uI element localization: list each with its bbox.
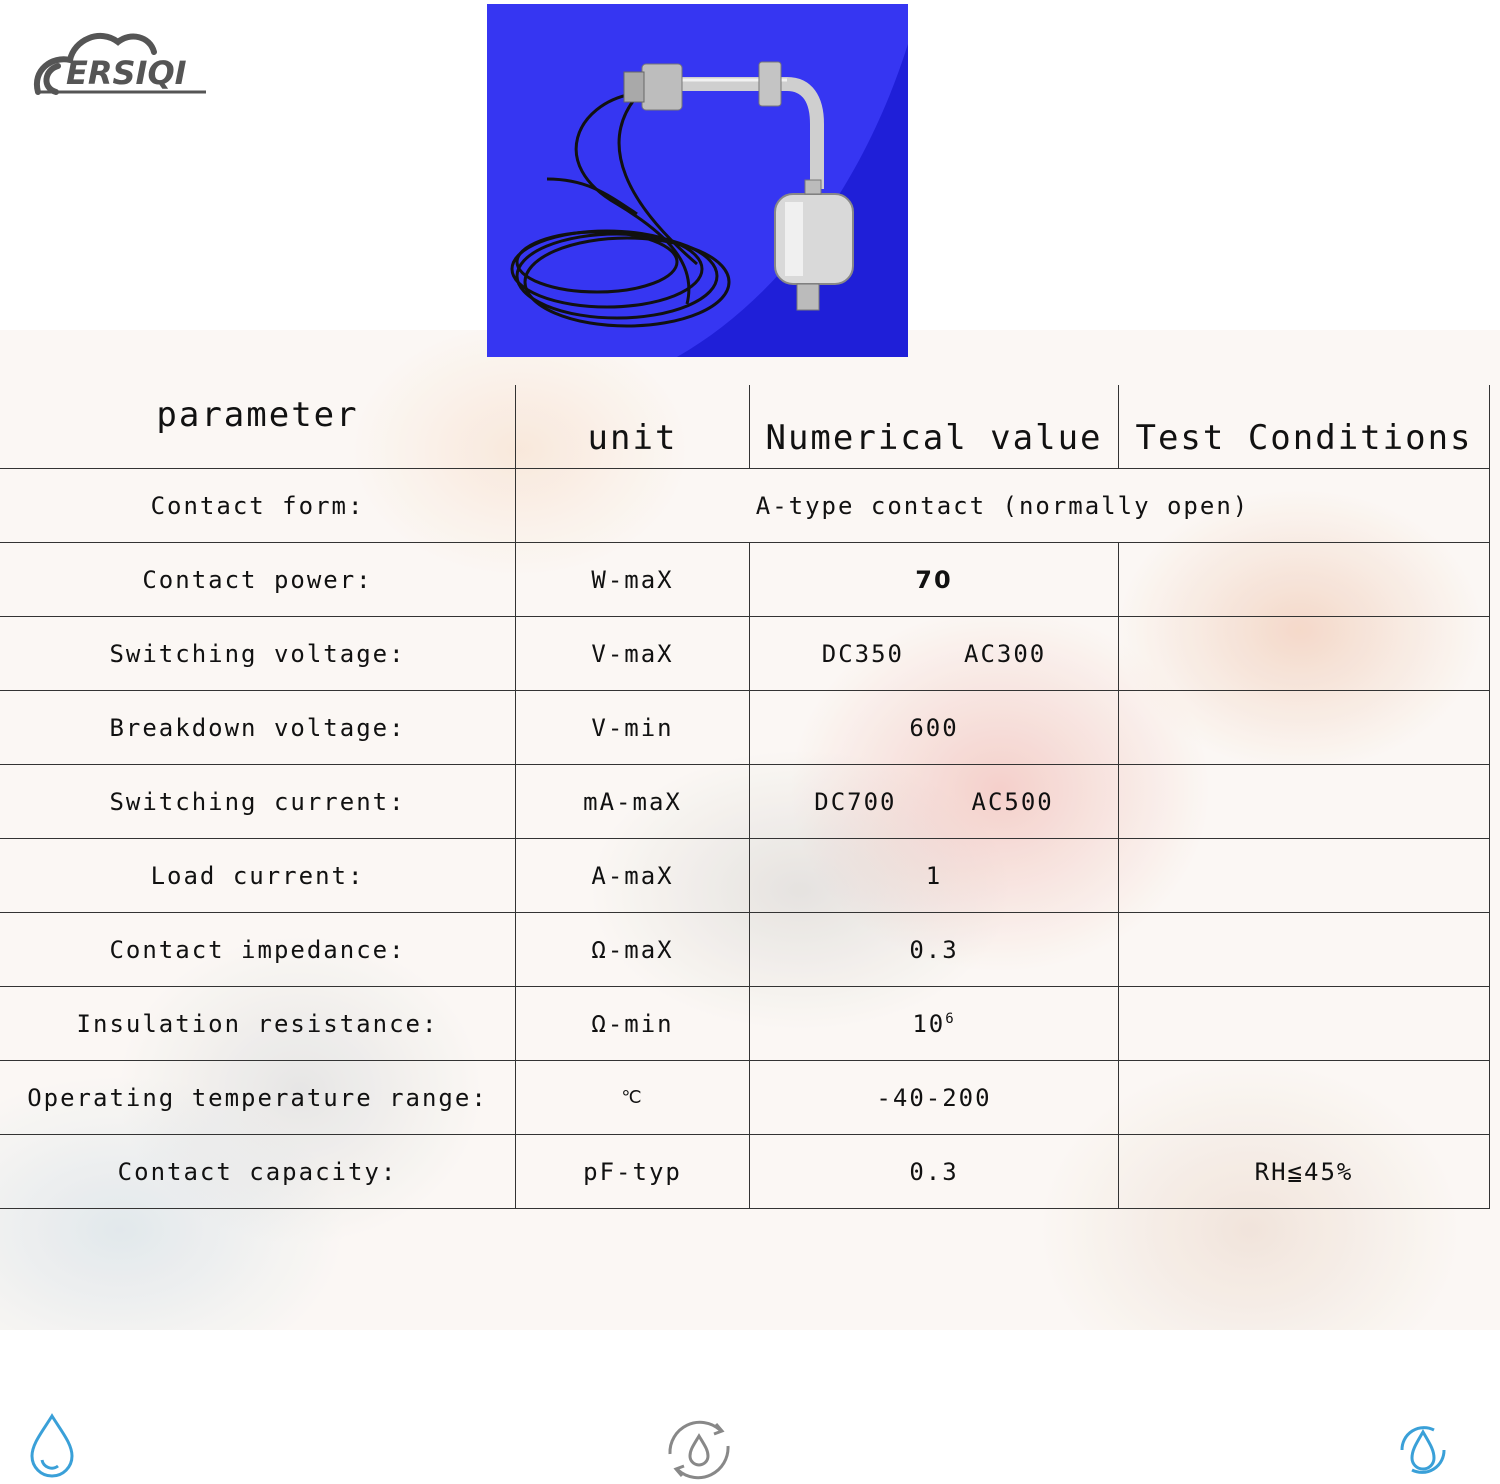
parameter-cell: Operating temperature range: [0, 1061, 516, 1135]
parameter-cell: Contact power: [0, 543, 516, 617]
value-cell: 0.3 [750, 1135, 1119, 1209]
parameter-cell: Breakdown voltage: [0, 691, 516, 765]
value-cell: 0.3 [750, 913, 1119, 987]
header-numerical-value: Numerical value [750, 385, 1119, 469]
unit-cell: mA-maX [516, 765, 750, 839]
value-cell: -40-200 [750, 1061, 1119, 1135]
value-cell: 600 [750, 691, 1119, 765]
table-row [0, 469, 1490, 543]
header-test-conditions: Test Conditions [1119, 385, 1490, 469]
table-row [0, 987, 1490, 1061]
condition-cell [1119, 839, 1490, 913]
header-unit: unit [516, 385, 750, 469]
value-ac: AC300 [964, 639, 1047, 668]
parameter-cell: Switching current: [0, 765, 516, 839]
unit-cell: Ω-maX [516, 913, 750, 987]
table-row [0, 691, 1490, 765]
table-row [0, 1135, 1490, 1209]
unit-cell: Ω-min [516, 987, 750, 1061]
condition-cell [1119, 913, 1490, 987]
table-header-row [0, 385, 1490, 469]
header-parameter: parameter [0, 385, 516, 469]
parameter-cell: Load current: [0, 839, 516, 913]
parameter-cell: Contact impedance: [0, 913, 516, 987]
product-image [487, 4, 908, 357]
table-row [0, 765, 1490, 839]
parameter-cell: Insulation resistance: [0, 987, 516, 1061]
value-cell [750, 987, 1119, 1061]
condition-cell [1119, 1061, 1490, 1135]
value-cell: 1 [750, 839, 1119, 913]
recycle-drop-icon [660, 1418, 738, 1484]
parameter-cell: Switching voltage: [0, 617, 516, 691]
brand-logo [30, 22, 210, 102]
table-row [0, 913, 1490, 987]
value-base: 10 [912, 1009, 946, 1038]
value-cell [750, 617, 1119, 691]
unit-cell: ℃ [516, 1061, 750, 1135]
value-dc: DC700 [814, 787, 897, 816]
table-row [0, 617, 1490, 691]
value-exponent: 6 [945, 1010, 956, 1027]
parameter-cell: Contact capacity: [0, 1135, 516, 1209]
value-cell [750, 765, 1119, 839]
table-row [0, 543, 1490, 617]
merged-value-cell: A-type contact (normally open) [516, 469, 1490, 543]
spec-table [0, 385, 1490, 1209]
water-drop-icon [28, 1412, 76, 1482]
condition-cell [1119, 765, 1490, 839]
value-dc: DC350 [821, 639, 904, 668]
unit-cell: W-maX [516, 543, 750, 617]
value-cell: 70 [750, 543, 1119, 617]
unit-cell: pF-typ [516, 1135, 750, 1209]
unit-cell: V-min [516, 691, 750, 765]
parameter-cell: Contact form: [0, 469, 516, 543]
value-ac: AC500 [971, 787, 1054, 816]
condition-cell [1119, 987, 1490, 1061]
svg-text:ERSIQI: ERSIQI [66, 54, 187, 92]
table-row [0, 839, 1490, 913]
condition-cell [1119, 617, 1490, 691]
table-row [0, 1061, 1490, 1135]
unit-cell: V-maX [516, 617, 750, 691]
condition-cell [1119, 691, 1490, 765]
condition-cell: RH≦45% [1119, 1135, 1490, 1209]
refresh-drop-icon [1390, 1420, 1456, 1484]
condition-cell [1119, 543, 1490, 617]
unit-cell: A-maX [516, 839, 750, 913]
